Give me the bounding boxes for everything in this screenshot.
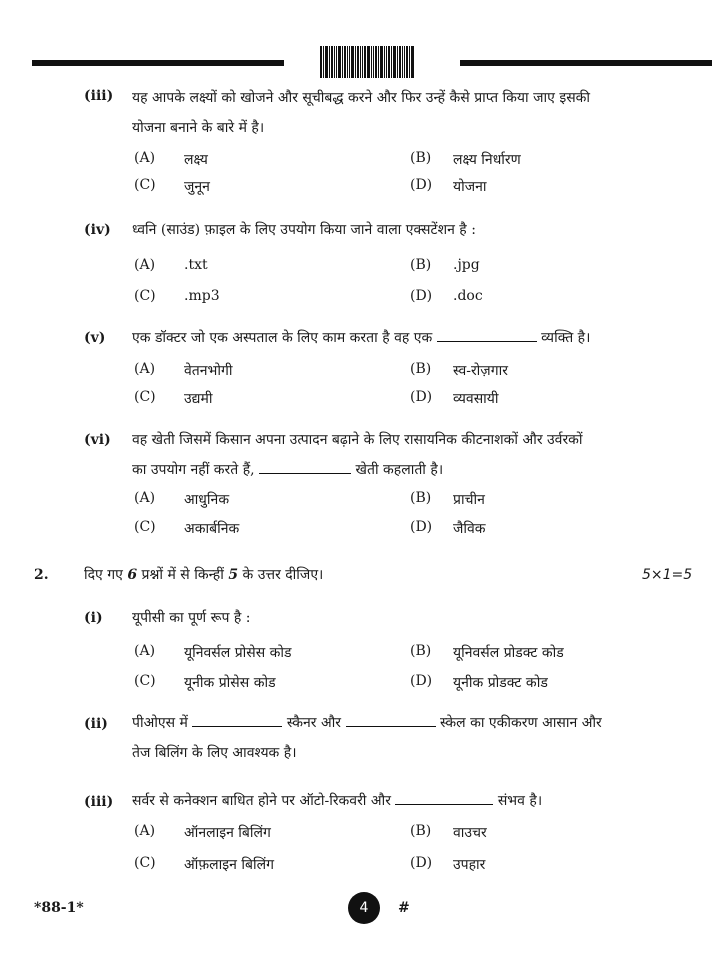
question-text-part: का उपयोग नहीं करते हैं, [132, 462, 255, 478]
question-text-part: पीओएस में [132, 715, 188, 731]
question-text-part: स्केल का एकीकरण आसान और [439, 715, 602, 731]
question-text: तेज बिलिंग के लिए आवश्यक है। [132, 745, 297, 761]
option-text: .jpg [453, 257, 480, 273]
option-label: (D) [410, 519, 433, 535]
instruction-part: के उत्तर दीजिए। [242, 567, 324, 583]
option-label: (B) [410, 490, 432, 506]
instruction-number: 5 [228, 567, 239, 583]
option-label: (D) [410, 177, 433, 193]
option-text: उद्यमी [184, 391, 213, 407]
option-label: (A) [134, 490, 156, 506]
question-text-part: स्कैनर और [286, 715, 342, 731]
question-number: (iii) [84, 88, 114, 104]
question-number: 2. [34, 567, 49, 583]
option-label: (A) [134, 823, 156, 839]
question-text-part: एक डॉक्टर जो एक अस्पताल के लिए काम करता है वह एक [132, 330, 433, 346]
question-text: यह आपके लक्ष्यों को खोजने और सूचीबद्ध करने और फिर उन्हें कैसे प्राप्त किया जाए इसकी [132, 90, 591, 106]
option-text: यूनिवर्सल प्रोडक्ट कोड [453, 645, 564, 661]
header-rule-right [460, 60, 712, 66]
instruction-number: 6 [127, 567, 138, 583]
option-label: (C) [134, 673, 156, 689]
option-text: .mp3 [184, 288, 220, 304]
question-text-part: संभव है। [497, 793, 543, 809]
option-text: अकार्बनिक [184, 521, 240, 537]
instruction-part: दिए गए [84, 567, 123, 583]
option-label: (B) [410, 823, 432, 839]
question-text-part: व्यक्ति है। [541, 330, 591, 346]
option-text: .doc [453, 288, 483, 304]
question-text [132, 713, 602, 733]
question-text [132, 791, 542, 811]
option-label: (A) [134, 643, 156, 659]
question-number: (vi) [84, 432, 111, 448]
option-label: (B) [410, 361, 432, 377]
option-text: व्यवसायी [453, 391, 499, 407]
option-label: (B) [410, 643, 432, 659]
option-text: जैविक [453, 521, 486, 537]
option-label: (A) [134, 361, 156, 377]
option-text: उपहार [453, 857, 486, 873]
question-text: वह खेती जिसमें किसान अपना उत्पादन बढ़ाने के लिए रासायनिक कीटनाशकों और उर्वरकों [132, 432, 583, 448]
marks-allocation: 5×1=5 [642, 567, 693, 583]
option-text: स्व-रोज़गार [453, 363, 508, 379]
option-text: वेतनभोगी [184, 363, 233, 379]
option-text: यूनीक प्रोडक्ट कोड [453, 675, 548, 691]
question-text [132, 328, 590, 348]
question-number: (v) [84, 330, 106, 346]
option-text: यूनीक प्रोसेस कोड [184, 675, 276, 691]
option-label: (D) [410, 288, 433, 304]
option-text: जुनून [184, 179, 210, 195]
question-number: (ii) [84, 716, 108, 732]
option-label: (A) [134, 150, 156, 166]
answer-blank [437, 329, 537, 342]
answer-blank [346, 714, 436, 727]
answer-blank [395, 792, 493, 805]
option-label: (C) [134, 288, 156, 304]
option-label: (D) [410, 389, 433, 405]
answer-blank [259, 461, 351, 474]
footer-hash: # [398, 900, 410, 916]
option-label: (C) [134, 389, 156, 405]
page-number: 4 [348, 892, 380, 924]
option-label: (B) [410, 257, 432, 273]
option-label: (D) [410, 673, 433, 689]
question-text-part: सर्वर से कनेक्शन बाधित होने पर ऑटो-रिकवरी और [132, 793, 391, 809]
question-number: (i) [84, 610, 103, 626]
option-text: ऑफ़लाइन बिलिंग [184, 857, 274, 873]
barcode-icon [320, 46, 438, 78]
instruction-part: प्रश्नों में से किन्हीं [141, 567, 224, 583]
option-label: (D) [410, 855, 433, 871]
option-text: ऑनलाइन बिलिंग [184, 825, 271, 841]
option-text: योजना [453, 179, 487, 195]
question-text: यूपीसी का पूर्ण रूप है : [132, 610, 251, 626]
option-label: (C) [134, 519, 156, 535]
question-text: योजना बनाने के बारे में है। [132, 120, 265, 136]
answer-blank [192, 714, 282, 727]
option-text: वाउचर [453, 825, 487, 841]
option-label: (A) [134, 257, 156, 273]
question-text [132, 460, 443, 480]
option-text: लक्ष्य निर्धारण [453, 152, 521, 168]
option-text: .txt [184, 257, 208, 273]
option-text: प्राचीन [453, 492, 485, 508]
option-label: (C) [134, 855, 156, 871]
question-text: ध्वनि (साउंड) फ़ाइल के लिए उपयोग किया जाने वाला एक्सटेंशन है : [132, 222, 476, 238]
question-instruction [84, 565, 323, 585]
paper-code: *88-1* [34, 900, 84, 916]
question-number: (iii) [84, 794, 114, 810]
option-text: लक्ष्य [184, 152, 208, 168]
header-rule-left [32, 60, 284, 66]
option-text: आधुनिक [184, 492, 230, 508]
option-text: यूनिवर्सल प्रोसेस कोड [184, 645, 292, 661]
question-number: (iv) [84, 222, 111, 238]
option-label: (C) [134, 177, 156, 193]
question-text-part: खेती कहलाती है। [355, 462, 444, 478]
option-label: (B) [410, 150, 432, 166]
